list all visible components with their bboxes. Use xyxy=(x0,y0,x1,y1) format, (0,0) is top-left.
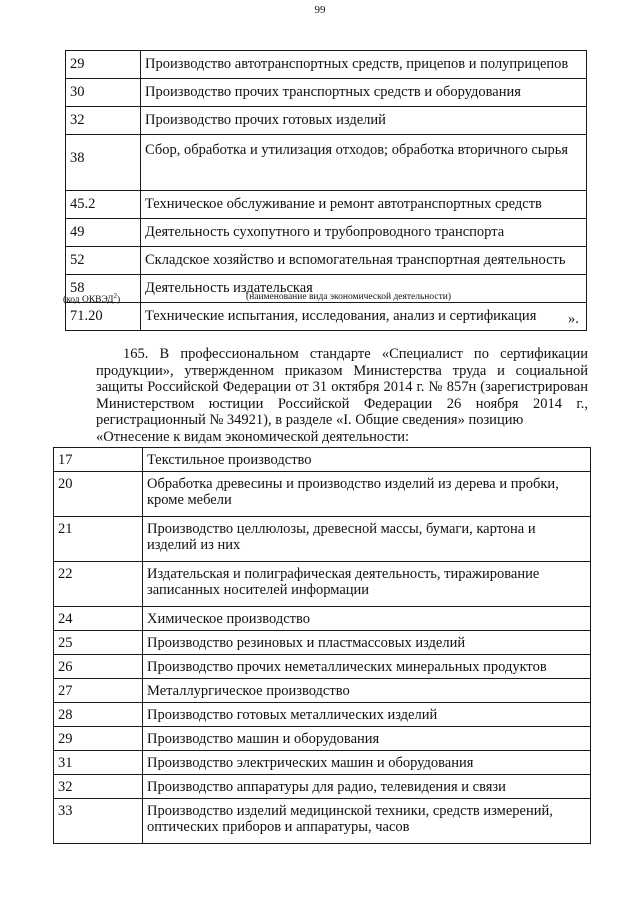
activity-name-cell: Производство резиновых и пластмассовых изделий xyxy=(143,631,591,655)
amendment-paragraph xyxy=(96,346,588,446)
activity-name-cell: Химическое производство xyxy=(143,607,591,631)
table-row xyxy=(66,303,587,331)
activity-name-cell: Производство машин и оборудования xyxy=(143,727,591,751)
legend-activity-name: (наименование вида экономической деятельности) xyxy=(246,292,451,302)
table-row xyxy=(54,631,591,655)
table-row xyxy=(66,135,587,191)
activity-name-cell: Металлургическое производство xyxy=(143,679,591,703)
okved-code-cell: 58 xyxy=(66,275,141,303)
table-row xyxy=(54,775,591,799)
okved-code-cell: 26 xyxy=(54,655,143,679)
table-row xyxy=(54,679,591,703)
table-row xyxy=(66,247,587,275)
okved-code-cell: 20 xyxy=(54,472,143,517)
activity-name-cell: Производство прочих готовых изделий xyxy=(141,107,587,135)
okved-code-cell: 25 xyxy=(54,631,143,655)
okved-code-cell: 28 xyxy=(54,703,143,727)
paragraph-body: продукции», утвержденном приказом Министерства труда и социальной защиты Российской Федерации от 31 октября 2014 г. № 857н (зарегистрирован Министерством юстиции Российской Федерации 26 ноября 2014 г., регистрационный № 34921), в разделе «I. Общие сведения» позицию xyxy=(96,362,588,429)
activity-name-cell: Производство аппаратуры для радио, телевидения и связи xyxy=(143,775,591,799)
activity-name-cell: Техническое обслуживание и ремонт автотранспортных средств xyxy=(141,191,587,219)
okved-code-cell: 29 xyxy=(54,727,143,751)
activity-name-cell: Деятельность сухопутного и трубопроводного транспорта xyxy=(141,219,587,247)
okved-code-cell: 49 xyxy=(66,219,141,247)
table-row xyxy=(54,799,591,844)
table-row xyxy=(66,79,587,107)
okved-code-cell: 27 xyxy=(54,679,143,703)
okved-code-cell: 33 xyxy=(54,799,143,844)
okved-code-cell: 71.20 xyxy=(66,303,141,331)
activity-name-cell: Производство прочих транспортных средств и оборудования xyxy=(141,79,587,107)
activity-name-cell: Обработка древесины и производство изделий из дерева и пробки, кроме мебели xyxy=(143,472,591,517)
table-row xyxy=(54,472,591,517)
closing-quote: ». xyxy=(568,311,579,327)
okved-code-cell: 30 xyxy=(66,79,141,107)
legend-code-text: (код ОКВЭД xyxy=(63,295,114,306)
okved-table-new xyxy=(53,447,591,844)
okved-code-cell: 45.2 xyxy=(66,191,141,219)
activity-name-cell: Производство целлюлозы, древесной массы, бумаги, картона и изделий из них xyxy=(143,517,591,562)
activity-name-cell: Складское хозяйство и вспомогательная транспортная деятельность xyxy=(141,247,587,275)
table-row xyxy=(54,562,591,607)
activity-name-cell: Производство изделий медицинской техники, средств измерений, оптических приборов и аппаратуры, часов xyxy=(143,799,591,844)
okved-code-cell: 38 xyxy=(66,135,141,191)
okved-code-cell: 52 xyxy=(66,247,141,275)
table-row xyxy=(54,448,591,472)
paragraph-last-line: «Отнесение к видам экономической деятельности: xyxy=(96,428,410,445)
okved-table-continued xyxy=(65,50,587,331)
table-row xyxy=(66,51,587,79)
okved-code-cell: 32 xyxy=(54,775,143,799)
okved-code-cell: 22 xyxy=(54,562,143,607)
okved-code-cell: 31 xyxy=(54,751,143,775)
okved-code-cell: 21 xyxy=(54,517,143,562)
page-number: 99 xyxy=(314,4,326,16)
activity-name-cell: Производство готовых металлических изделий xyxy=(143,703,591,727)
okved-code-cell: 24 xyxy=(54,607,143,631)
table-row xyxy=(54,655,591,679)
activity-name-cell: Издательская и полиграфическая деятельность, тиражирование записанных носителей информации xyxy=(143,562,591,607)
activity-name-cell: Текстильное производство xyxy=(143,448,591,472)
paragraph-first-line: 165. В профессиональном стандарте «Специалист по сертификации xyxy=(123,346,588,362)
activity-name-cell: Сбор, обработка и утилизация отходов; обработка вторичного сырья xyxy=(141,135,587,191)
table-row xyxy=(54,727,591,751)
table-row xyxy=(54,517,591,562)
activity-name-cell: Технические испытания, исследования, анализ и сертификация xyxy=(141,303,587,331)
table-row xyxy=(54,607,591,631)
table-row xyxy=(66,107,587,135)
activity-name-cell: Производство автотранспортных средств, прицепов и полуприцепов xyxy=(141,51,587,79)
legend-okved-code xyxy=(63,292,120,305)
activity-name-cell: Деятельность издательская xyxy=(141,275,587,303)
table-row xyxy=(66,191,587,219)
legend-footnote-mark: 2 xyxy=(113,292,117,300)
okved-code-cell: 32 xyxy=(66,107,141,135)
table-row xyxy=(54,703,591,727)
activity-name-cell: Производство прочих неметаллических минеральных продуктов xyxy=(143,655,591,679)
okved-code-cell: 29 xyxy=(66,51,141,79)
okved-code-cell: 17 xyxy=(54,448,143,472)
table-row xyxy=(66,219,587,247)
table-row xyxy=(54,751,591,775)
activity-name-cell: Производство электрических машин и оборудования xyxy=(143,751,591,775)
legend-code-end: ) xyxy=(116,295,121,306)
